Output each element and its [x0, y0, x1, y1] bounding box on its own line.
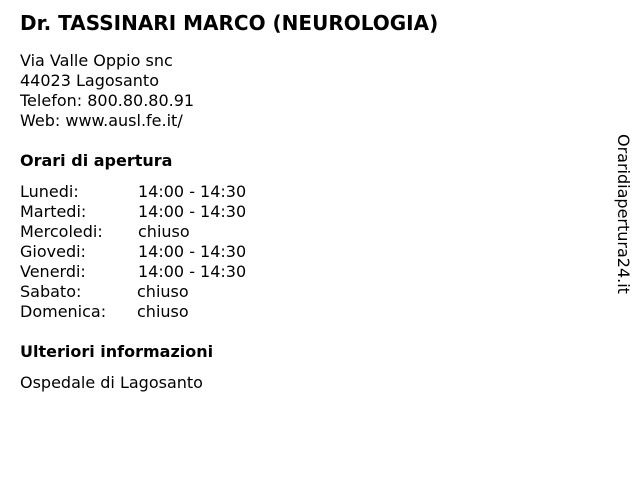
hours-time: 14:00 - 14:30	[138, 242, 247, 261]
hours-row-giovedi	[20, 242, 600, 262]
hours-day: Mercoledi:	[20, 222, 103, 241]
hours-day: Lunedi:	[20, 182, 79, 201]
opening-hours-heading: Orari di apertura	[20, 151, 173, 170]
listing-card	[20, 10, 600, 393]
hours-row-sabato	[20, 282, 600, 302]
hours-day: Domenica:	[20, 302, 107, 321]
hours-time: chiuso	[137, 282, 189, 301]
address-city: 44023 Lagosanto	[20, 71, 159, 90]
hours-row-domenica	[20, 302, 600, 322]
hours-day: Giovedi:	[20, 242, 86, 261]
hours-day: Martedi:	[20, 202, 87, 221]
hours-time: 14:00 - 14:30	[138, 262, 247, 281]
more-info-text: Ospedale di Lagosanto	[20, 373, 203, 392]
address-street: Via Valle Oppio snc	[20, 51, 173, 70]
page-title: Dr. TASSINARI MARCO (NEUROLOGIA)	[20, 11, 439, 35]
hours-time: chiuso	[138, 222, 190, 241]
hours-day: Sabato:	[20, 282, 82, 301]
address-web: Web: www.ausl.fe.it/	[20, 111, 183, 130]
brand-text: Oraridiapertura24.it	[614, 134, 633, 294]
hours-row-lunedi	[20, 182, 600, 202]
hours-time: 14:00 - 14:30	[138, 182, 247, 201]
brand-watermark	[613, 134, 635, 309]
hours-row-venerdi	[20, 262, 600, 282]
hours-time: 14:00 - 14:30	[138, 202, 247, 221]
address-phone: Telefon: 800.80.80.91	[20, 91, 195, 110]
more-info-heading: Ulteriori informazioni	[20, 342, 214, 361]
address-block	[20, 51, 600, 131]
hours-time: chiuso	[137, 302, 189, 321]
hours-row-martedi	[20, 202, 600, 222]
hours-day: Venerdi:	[20, 262, 86, 281]
hours-row-mercoledi	[20, 222, 600, 242]
opening-hours-table	[20, 182, 600, 322]
